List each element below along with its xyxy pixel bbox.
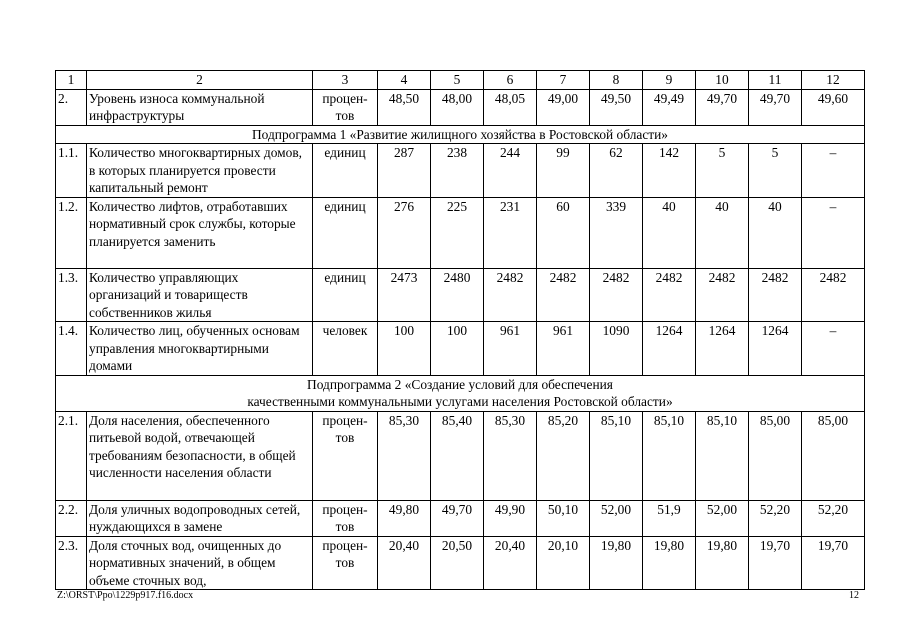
indicator-value: 19,70 [749, 536, 802, 590]
indicator-value: 85,40 [431, 411, 484, 500]
indicator-value: 85,10 [643, 411, 696, 500]
indicator-value: 52,20 [749, 500, 802, 536]
indicator-value: 49,90 [484, 500, 537, 536]
indicators-table [55, 70, 865, 590]
indicator-value: 2482 [749, 268, 802, 322]
indicator-row [56, 144, 865, 198]
indicator-value: 1264 [643, 322, 696, 376]
indicator-value: 961 [484, 322, 537, 376]
indicator-value: 85,20 [537, 411, 590, 500]
indicator-value: 49,49 [643, 89, 696, 125]
indicator-value: 19,70 [802, 536, 865, 590]
indicator-value: 20,10 [537, 536, 590, 590]
indicator-value: 20,40 [484, 536, 537, 590]
column-number: 8 [590, 71, 643, 90]
indicator-value: 231 [484, 197, 537, 268]
row-index: 1.2. [56, 197, 87, 268]
subprogram-header-row [56, 375, 865, 411]
unit-of-measure: человек [313, 322, 378, 376]
indicator-value: 2482 [537, 268, 590, 322]
column-number: 11 [749, 71, 802, 90]
indicator-value: 2482 [590, 268, 643, 322]
indicator-value: 225 [431, 197, 484, 268]
unit-of-measure: процен- тов [313, 500, 378, 536]
indicator-value: 19,80 [590, 536, 643, 590]
subprogram-title: Подпрограмма 1 «Развитие жилищного хозяйства в Ростовской области» [56, 125, 865, 144]
indicator-value: 1264 [696, 322, 749, 376]
indicator-name: Доля сточных вод, очищенных до нормативных значений, в общем объеме сточных вод, [87, 536, 313, 590]
indicator-value: 49,70 [431, 500, 484, 536]
subprogram-title: Подпрограмма 2 «Создание условий для обеспечения качественными коммунальными услугами населения Ростовской области» [56, 375, 865, 411]
indicator-value: 49,50 [590, 89, 643, 125]
indicator-value: 961 [537, 322, 590, 376]
indicator-value: 50,10 [537, 500, 590, 536]
indicator-value: 19,80 [696, 536, 749, 590]
unit-of-measure: единиц [313, 197, 378, 268]
column-number: 9 [643, 71, 696, 90]
indicator-value: 2480 [431, 268, 484, 322]
indicator-value: 5 [749, 144, 802, 198]
indicator-value: 52,00 [696, 500, 749, 536]
indicator-value: 244 [484, 144, 537, 198]
indicator-value: 20,40 [378, 536, 431, 590]
unit-of-measure: единиц [313, 268, 378, 322]
column-number: 3 [313, 71, 378, 90]
column-number: 12 [802, 71, 865, 90]
indicator-row [56, 411, 865, 500]
column-number: 5 [431, 71, 484, 90]
indicator-value: 5 [696, 144, 749, 198]
indicator-value: 1264 [749, 322, 802, 376]
indicator-value: 51,9 [643, 500, 696, 536]
indicator-value: 339 [590, 197, 643, 268]
indicator-value: 20,50 [431, 536, 484, 590]
indicator-name: Доля уличных водопроводных сетей, нуждающихся в замене [87, 500, 313, 536]
indicator-value: 52,00 [590, 500, 643, 536]
indicator-value: 49,70 [696, 89, 749, 125]
indicator-value: 85,00 [802, 411, 865, 500]
indicator-value: – [802, 322, 865, 376]
indicator-value: 142 [643, 144, 696, 198]
indicator-value: 2482 [696, 268, 749, 322]
indicator-value: 60 [537, 197, 590, 268]
row-index: 2.3. [56, 536, 87, 590]
indicator-value: 85,00 [749, 411, 802, 500]
row-index: 1.3. [56, 268, 87, 322]
subprogram-header-row [56, 125, 865, 144]
indicator-value: 85,30 [484, 411, 537, 500]
unit-of-measure: процен- тов [313, 411, 378, 500]
indicator-value: 85,30 [378, 411, 431, 500]
row-index: 1.4. [56, 322, 87, 376]
indicator-value: 48,50 [378, 89, 431, 125]
indicator-row [56, 197, 865, 268]
indicator-value: 49,00 [537, 89, 590, 125]
indicator-row [56, 536, 865, 590]
indicator-row [56, 322, 865, 376]
indicator-name: Доля населения, обеспеченного питьевой водой, отвечающей требованиям безопасности, в общей численности населения области [87, 411, 313, 500]
row-index: 2.1. [56, 411, 87, 500]
indicator-value: 19,80 [643, 536, 696, 590]
indicator-value: 85,10 [590, 411, 643, 500]
indicator-name: Уровень износа коммунальной инфраструктуры [87, 89, 313, 125]
column-number: 6 [484, 71, 537, 90]
row-index: 2. [56, 89, 87, 125]
column-number: 4 [378, 71, 431, 90]
column-number: 10 [696, 71, 749, 90]
indicator-value: 2473 [378, 268, 431, 322]
indicator-value: 287 [378, 144, 431, 198]
indicator-value: 2482 [484, 268, 537, 322]
indicator-name: Количество лифтов, отработавших нормативный срок службы, которые планируется заменить [87, 197, 313, 268]
indicator-value: 40 [749, 197, 802, 268]
indicator-row [56, 268, 865, 322]
indicator-row [56, 89, 865, 125]
indicator-value: 2482 [802, 268, 865, 322]
column-number: 1 [56, 71, 87, 90]
row-index: 2.2. [56, 500, 87, 536]
indicator-value: 49,80 [378, 500, 431, 536]
indicator-value: 238 [431, 144, 484, 198]
indicator-value: – [802, 197, 865, 268]
indicator-value: 40 [696, 197, 749, 268]
indicator-value: 40 [643, 197, 696, 268]
indicator-name: Количество управляющих организаций и товариществ собственников жилья [87, 268, 313, 322]
indicator-value: – [802, 144, 865, 198]
indicator-name: Количество многоквартирных домов, в которых планируется провести капитальный ремонт [87, 144, 313, 198]
unit-of-measure: процен- тов [313, 89, 378, 125]
column-number-row [56, 71, 865, 90]
file-path: Z:\ORST\Ppo\1229p917.f16.docx [57, 590, 194, 601]
indicator-value: 48,05 [484, 89, 537, 125]
indicator-row [56, 500, 865, 536]
indicator-name: Количество лиц, обученных основам управления многоквартирными домами [87, 322, 313, 376]
column-number: 7 [537, 71, 590, 90]
page-number: 12 [849, 590, 859, 601]
column-number: 2 [87, 71, 313, 90]
indicator-value: 100 [378, 322, 431, 376]
indicator-value: 48,00 [431, 89, 484, 125]
indicator-value: 85,10 [696, 411, 749, 500]
indicator-value: 52,20 [802, 500, 865, 536]
row-index: 1.1. [56, 144, 87, 198]
indicator-value: 276 [378, 197, 431, 268]
unit-of-measure: процен- тов [313, 536, 378, 590]
indicator-value: 99 [537, 144, 590, 198]
unit-of-measure: единиц [313, 144, 378, 198]
indicator-value: 1090 [590, 322, 643, 376]
indicator-value: 49,70 [749, 89, 802, 125]
indicator-value: 100 [431, 322, 484, 376]
indicator-value: 49,60 [802, 89, 865, 125]
indicator-value: 2482 [643, 268, 696, 322]
indicator-value: 62 [590, 144, 643, 198]
